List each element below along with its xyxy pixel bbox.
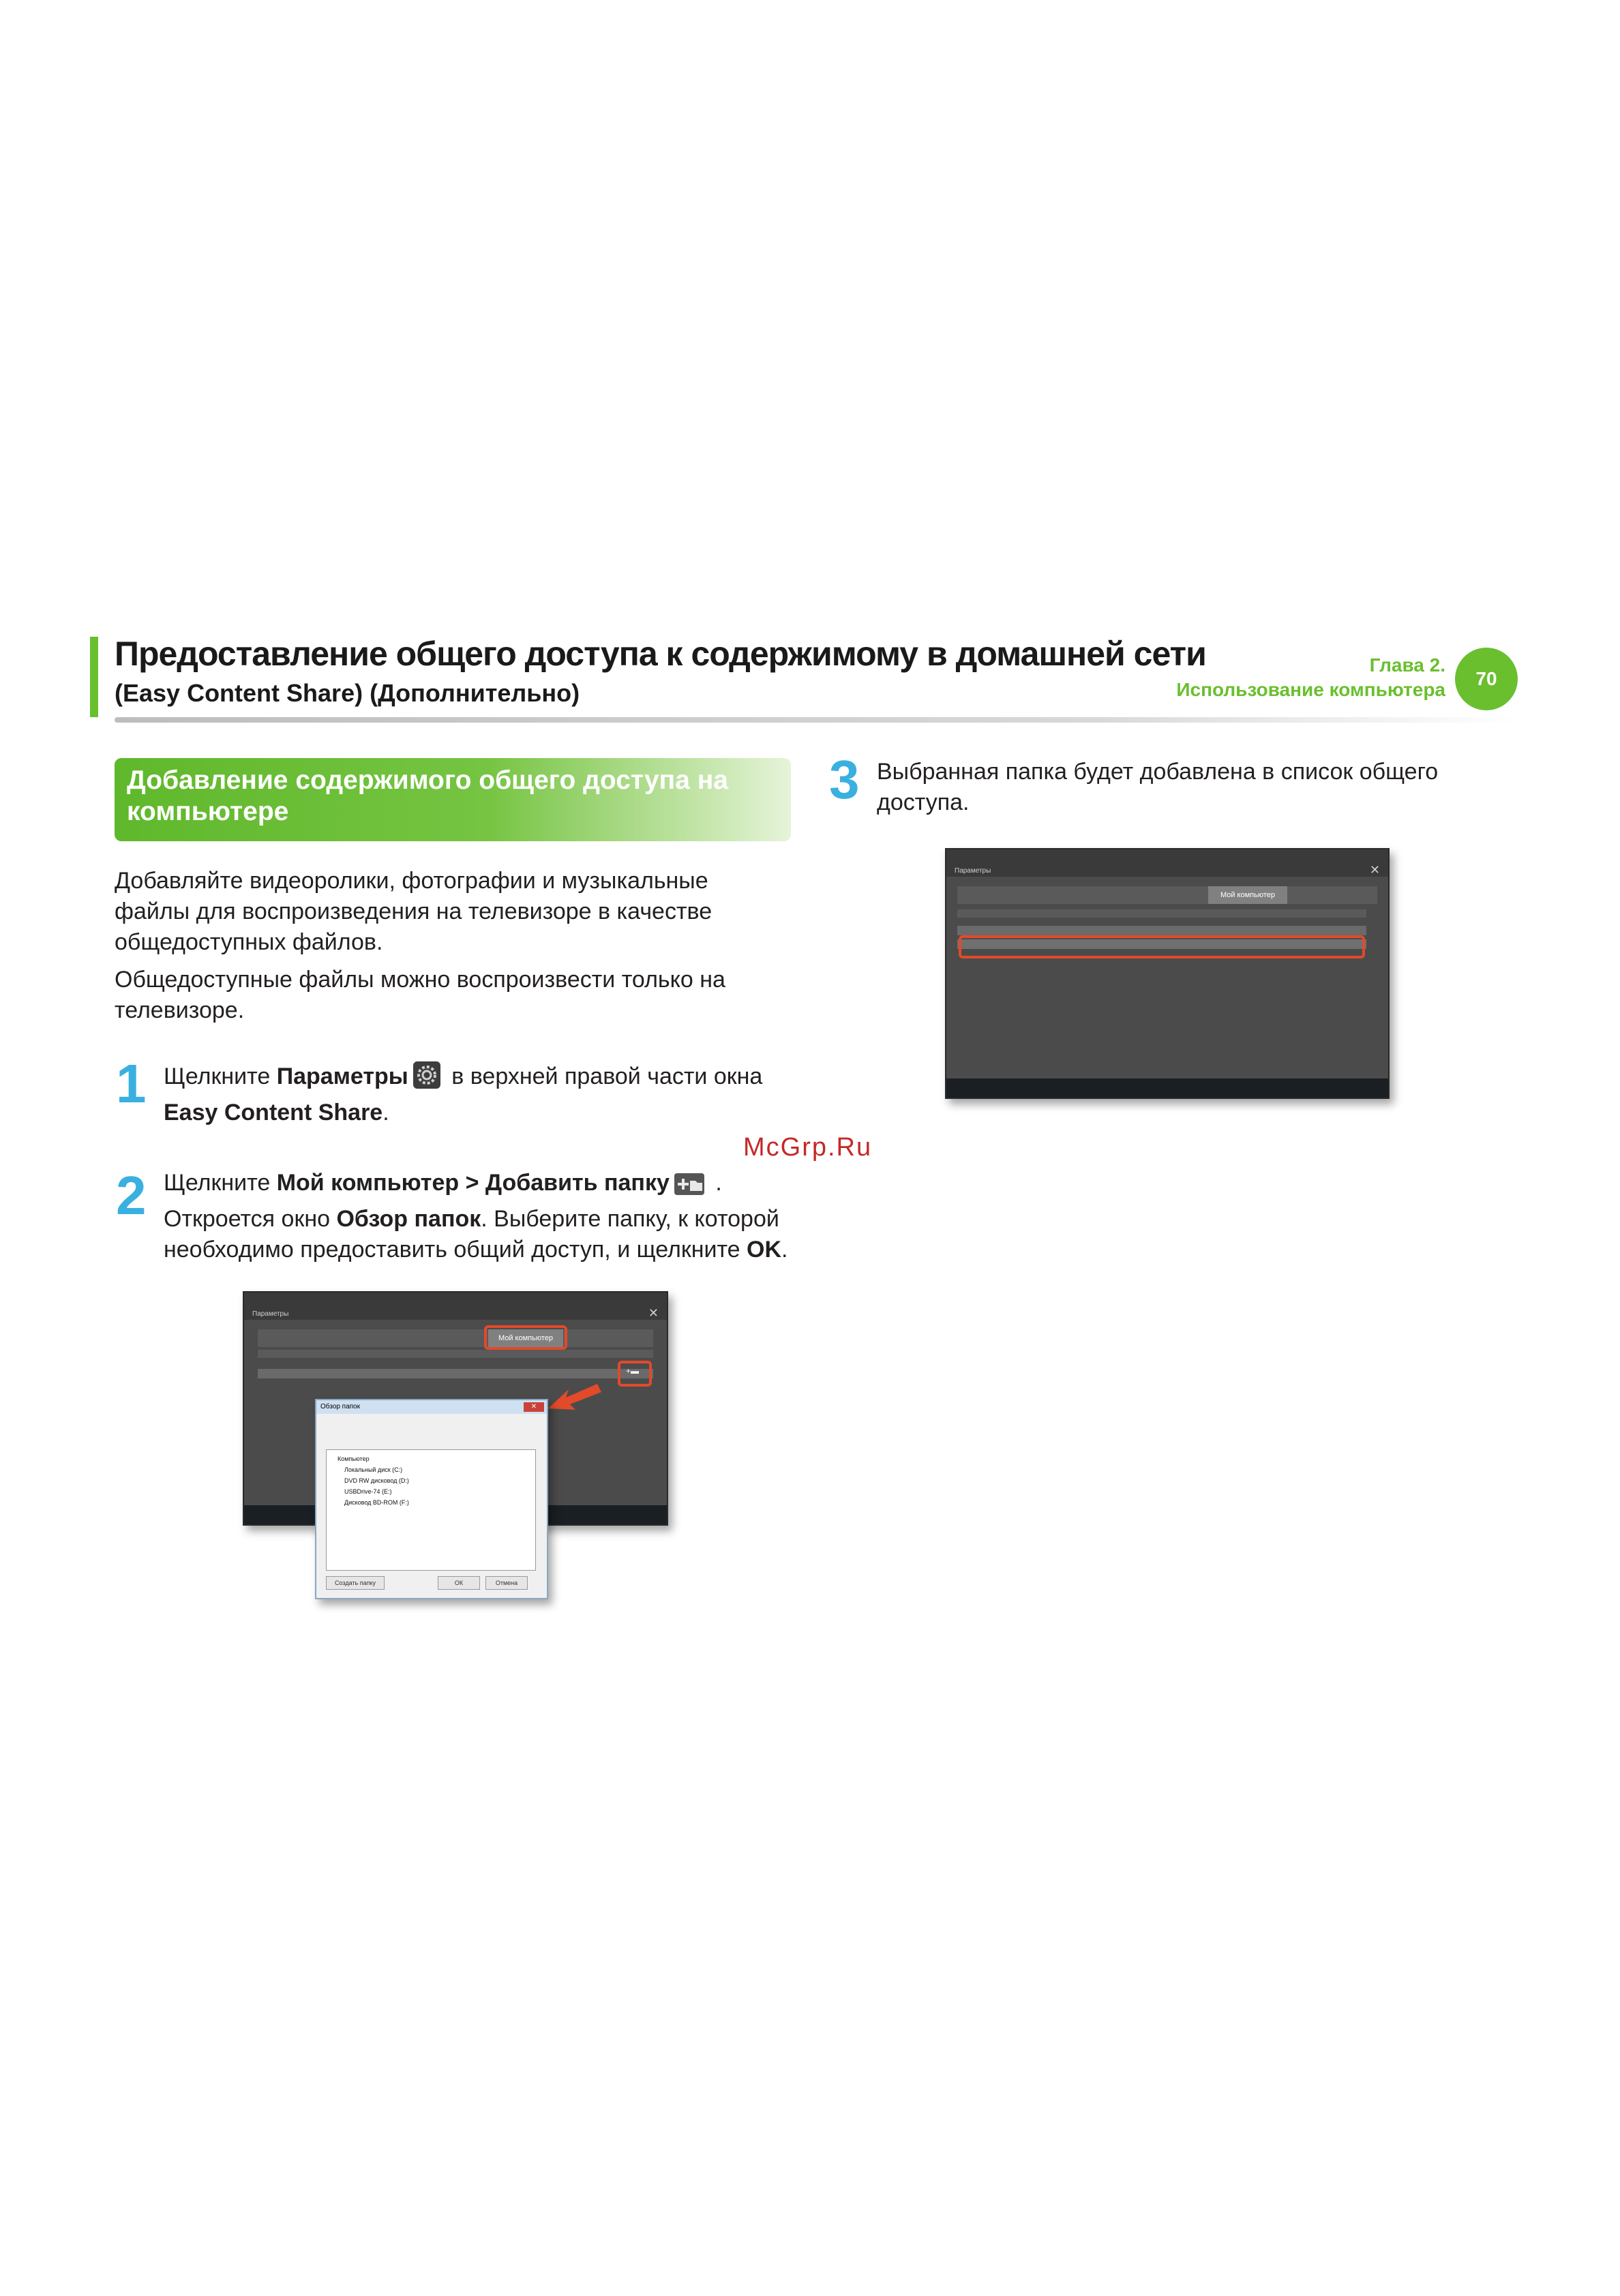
- tab-strip: [258, 1329, 653, 1347]
- header-divider: [115, 717, 1518, 723]
- highlight-box: [959, 935, 1365, 958]
- tree-item[interactable]: Компьютер: [338, 1455, 370, 1462]
- step-text: [164, 1061, 798, 1128]
- step-bold-term: Easy Content Share: [164, 1100, 383, 1126]
- tree-item[interactable]: USBDrive-74 (E:): [344, 1488, 392, 1495]
- step-bold-term: OK: [747, 1237, 782, 1263]
- tab-my-computer[interactable]: Мой компьютер: [1208, 886, 1287, 904]
- step-bold-term: Мой компьютер > Добавить папку: [276, 1170, 670, 1196]
- step-text-part: .: [781, 1237, 788, 1263]
- pointer-arrow-icon: [548, 1374, 603, 1415]
- new-folder-button[interactable]: Создать папку: [326, 1576, 385, 1590]
- window-title: Параметры: [252, 1310, 289, 1318]
- step-bold-term: Параметры: [276, 1063, 408, 1089]
- info-text-bar: [258, 1350, 653, 1358]
- step-number: 2: [116, 1165, 147, 1226]
- section-heading-box: [115, 758, 791, 841]
- close-icon[interactable]: ✕: [524, 1402, 544, 1412]
- section-title: Добавление содержимого общего доступа на компьютере: [127, 766, 728, 826]
- step-text-part: .: [382, 1100, 389, 1126]
- chapter-number: Глава 2.: [1369, 654, 1445, 676]
- add-folder-icon[interactable]: +▬: [626, 1366, 640, 1376]
- window-title: Параметры: [955, 867, 991, 875]
- close-icon: ✕: [648, 1306, 659, 1320]
- chapter-name: Использование компьютера: [1176, 679, 1445, 700]
- step-number: 1: [116, 1053, 147, 1114]
- step-text: Выбранная папка будет добавлена в список общего доступа.: [877, 759, 1439, 815]
- page-number-badge: [1455, 648, 1518, 710]
- window-titlebar: [946, 849, 1388, 877]
- taskbar: [946, 1078, 1388, 1098]
- step-number: 3: [829, 749, 860, 810]
- intro-paragraph: Общедоступные файлы можно воспроизвести только на телевизоре.: [115, 967, 725, 1023]
- page-subtitle: (Easy Content Share) (Дополнительно): [115, 679, 580, 707]
- header-accent-bar: [90, 637, 98, 717]
- window-titlebar: [244, 1293, 667, 1320]
- step-text-part: в верхней правой части окна: [445, 1063, 763, 1089]
- step-text-part: Щелкните: [164, 1063, 277, 1089]
- page-title: Предоставление общего доступа к содержимому в домашней сети: [115, 635, 1206, 673]
- add-folder-icon: [674, 1173, 705, 1204]
- highlight-box: [484, 1325, 567, 1350]
- tree-item[interactable]: DVD RW дисковод (D:): [344, 1477, 409, 1484]
- step-text-part: Щелкните: [164, 1170, 277, 1196]
- dialog-title: Обзор папок: [316, 1400, 547, 1414]
- info-text-bar: [957, 909, 1366, 918]
- cancel-button[interactable]: Отмена: [485, 1576, 528, 1590]
- tab-strip: [957, 886, 1377, 904]
- step-text-part: Откроется окно: [164, 1206, 337, 1232]
- folder-tree: [326, 1449, 536, 1571]
- settings-gear-icon: [412, 1061, 441, 1098]
- step-bold-term: Обзор папок: [336, 1206, 481, 1232]
- browse-folders-dialog: [315, 1399, 548, 1599]
- watermark-text: McGrp.Ru: [743, 1133, 873, 1162]
- ok-button[interactable]: ОК: [438, 1576, 480, 1590]
- tree-item[interactable]: Локальный диск (C:): [344, 1466, 403, 1473]
- folder-row: [957, 926, 1366, 935]
- tab-my-computer[interactable]: Мой компьютер: [488, 1329, 563, 1347]
- step-text: [164, 1168, 798, 1265]
- page-number: 70: [1475, 668, 1497, 689]
- close-icon: ✕: [1369, 863, 1380, 877]
- step-text-part: .: [708, 1170, 722, 1196]
- step-text-part: . Выберите папку, к которой необходимо предоставить общий доступ, и щелкните: [164, 1206, 779, 1263]
- intro-paragraph: Добавляйте видеоролики, фотографии и музыкальные файлы для воспроизведения на телевизоре в качестве общедоступных файлов.: [115, 868, 712, 955]
- tree-item[interactable]: Дисковод BD-ROM (F:): [344, 1499, 409, 1506]
- screenshot-settings-window-result: [945, 848, 1390, 1099]
